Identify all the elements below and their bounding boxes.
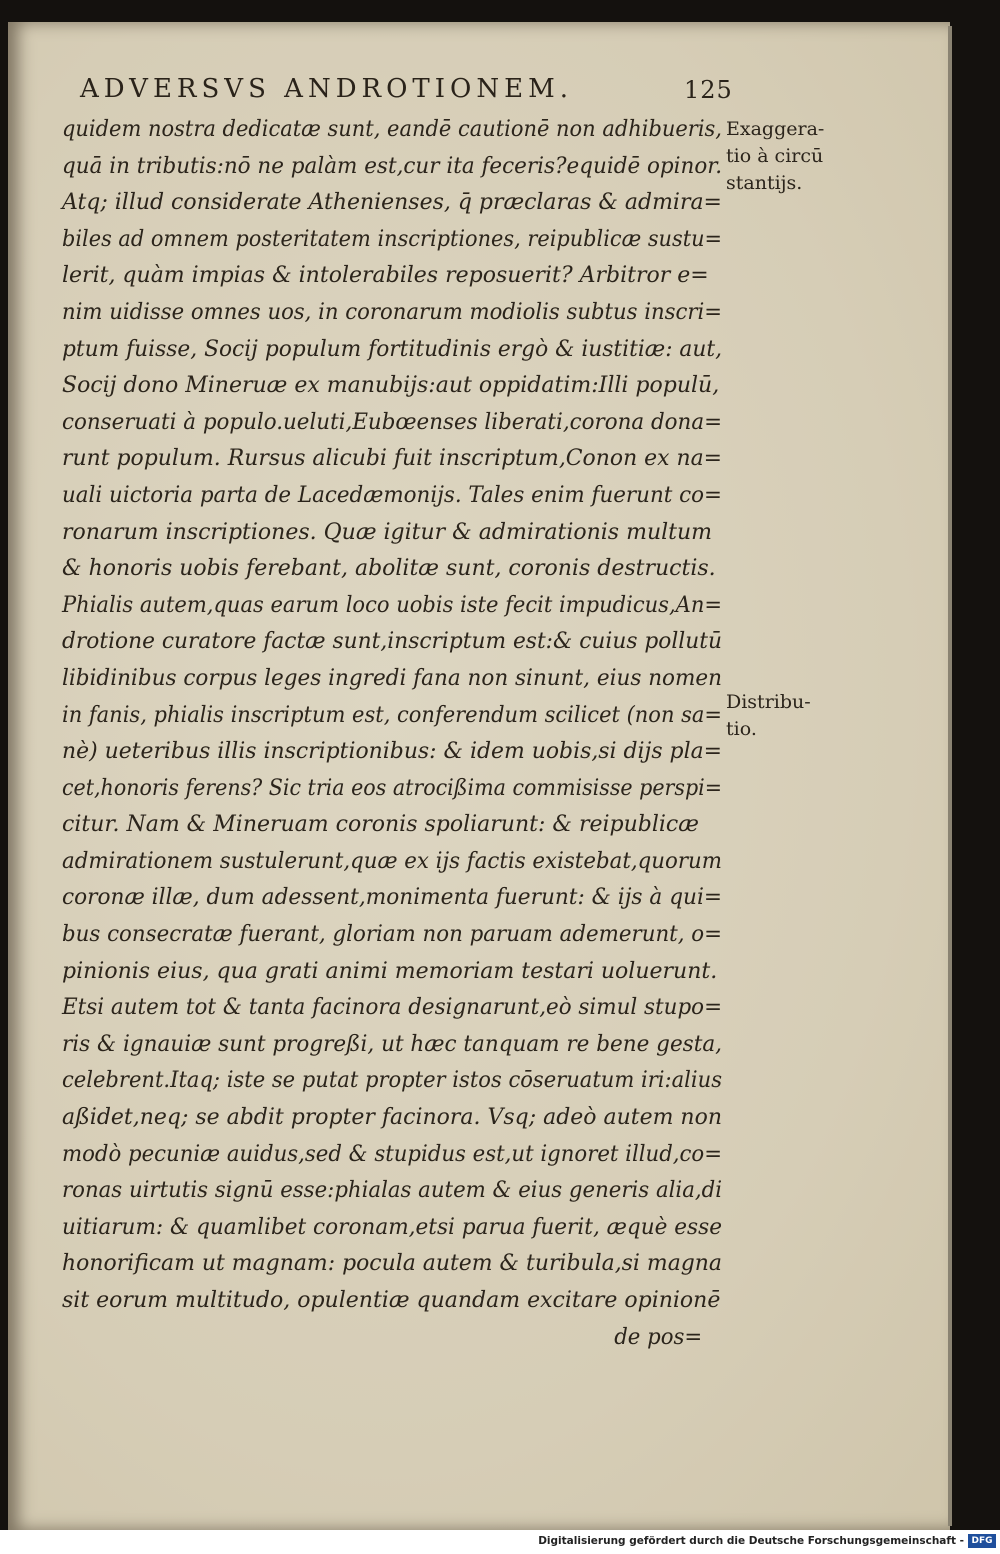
text-line: & honoris uobis ferebant, abolitæ sunt, coronis destructis. — [62, 556, 716, 582]
text-line: bus consecratæ fuerant, gloriam non paruam ademerunt, o= — [62, 922, 723, 948]
text-line: ronarum inscriptiones. Quæ igitur & admirationis multum — [62, 519, 713, 545]
page-edge — [948, 26, 952, 1526]
text-line: lerit, quàm impias & intolerabiles reposuerit? Arbitror e= — [62, 263, 709, 289]
text-line: drotione curatore factæ sunt,inscriptum est:& cuius pollutū — [62, 629, 722, 655]
text-line: runt populum. Rursus alicubi fuit inscriptum,Conon ex na= — [62, 446, 723, 472]
running-head: ADVERSVS ANDROTIONEM. — [80, 74, 573, 104]
text-line: modò pecuniæ auidus,sed & stupidus est,ut ignoret illud,co= — [62, 1141, 722, 1167]
text-line: ris & ignauiæ sunt progreßi, ut hæc tanquam re bene gesta, — [62, 1031, 723, 1057]
text-line: honorificam ut magnam: pocula autem & turibula,si magna — [62, 1251, 723, 1277]
text-line: pinionis eius, qua grati animi memoriam testari uoluerunt. — [62, 958, 718, 984]
text-line: Phialis autem,quas earum loco uobis iste fecit impudicus,An= — [62, 592, 723, 618]
catchword-line: de pos= — [614, 1324, 703, 1350]
margin-note-line: tio à circū — [726, 145, 824, 167]
body-text — [62, 112, 722, 1356]
text-line: coronæ illæ, dum adessent,monimenta fuerunt: & ijs à qui= — [62, 885, 723, 911]
text-line: nè) ueteribus illis inscriptionibus: & idem uobis,si dijs pla= — [62, 739, 723, 765]
text-line: ptum fuisse, Socij populum fortitudinis ergò & iustitiæ: aut, — [62, 336, 723, 362]
dfg-logo: DFG — [968, 1534, 996, 1548]
margin-note-line: tio. — [726, 718, 757, 740]
text-line: conseruati à populo.ueluti,Eubœenses liberati,corona dona= — [62, 409, 723, 435]
text-line: quidem nostra dedicatæ sunt, eandē cautionē non adhibueris, — [62, 117, 722, 142]
text-line: citur. Nam & Mineruam coronis spoliarunt: & reipublicæ — [62, 812, 699, 838]
text-line: uali uictoria parta de Lacedæmonijs. Tales enim fuerunt co= — [62, 482, 722, 508]
text-line: libidinibus corpus leges ingredi fana non sinunt, eius nomen — [62, 665, 723, 691]
text-line: uitiarum: & quamlibet coronam,etsi parua fuerit, æquè esse — [62, 1214, 722, 1240]
text-line: admirationem sustulerunt,quæ ex ijs factis existebat,quorum — [62, 848, 722, 874]
text-line: Etsi autem tot & tanta facinora designarunt,eò simul stupo= — [62, 995, 723, 1021]
text-line: ronas uirtutis signū esse:phialas autem & eius generis alia,di — [62, 1178, 723, 1204]
funding-credit: Digitalisierung gefördert durch die Deutsche Forschungsgemeinschaft - — [538, 1535, 964, 1547]
footer-bar — [0, 1530, 1000, 1554]
margin-note-line: Exaggera- — [726, 118, 825, 140]
text-line: celebrent.Itaq; iste se putat propter istos cōseruatum iri:alius — [62, 1068, 723, 1094]
text-line: in fanis, phialis inscriptum est, conferendum scilicet (non sa= — [62, 702, 723, 728]
margin-note-distributio — [726, 689, 811, 743]
margin-note-line: stantijs. — [726, 172, 803, 194]
text-line: biles ad omnem posteritatem inscriptiones, reipublicæ sustu= — [62, 226, 723, 252]
text-line: quā in tributis:nō ne palàm est,cur ita feceris?equidē opinor. — [62, 153, 723, 179]
margin-note-line: Distribu- — [726, 691, 811, 713]
text-line: cet,honoris ferens? Sic tria eos atrocißima commisisse perspi= — [62, 775, 722, 801]
page-number: 125 — [684, 76, 733, 104]
text-line: nim uidisse omnes uos, in coronarum modiolis subtus inscri= — [62, 299, 722, 325]
margin-note-exaggeratio — [726, 116, 824, 197]
text-line: Socij dono Mineruæ ex manubijs:aut oppidatim:Illi populū, — [62, 373, 720, 399]
text-line: sit eorum multitudo, opulentiæ quandam excitare opinionē — [62, 1288, 721, 1313]
text-line: aßidet,neq; se abdit propter facinora. Vsq; adeò autem non — [62, 1105, 722, 1131]
text-line: Atq; illud considerate Athenienses, q̄ præclaras & admira= — [62, 190, 722, 216]
